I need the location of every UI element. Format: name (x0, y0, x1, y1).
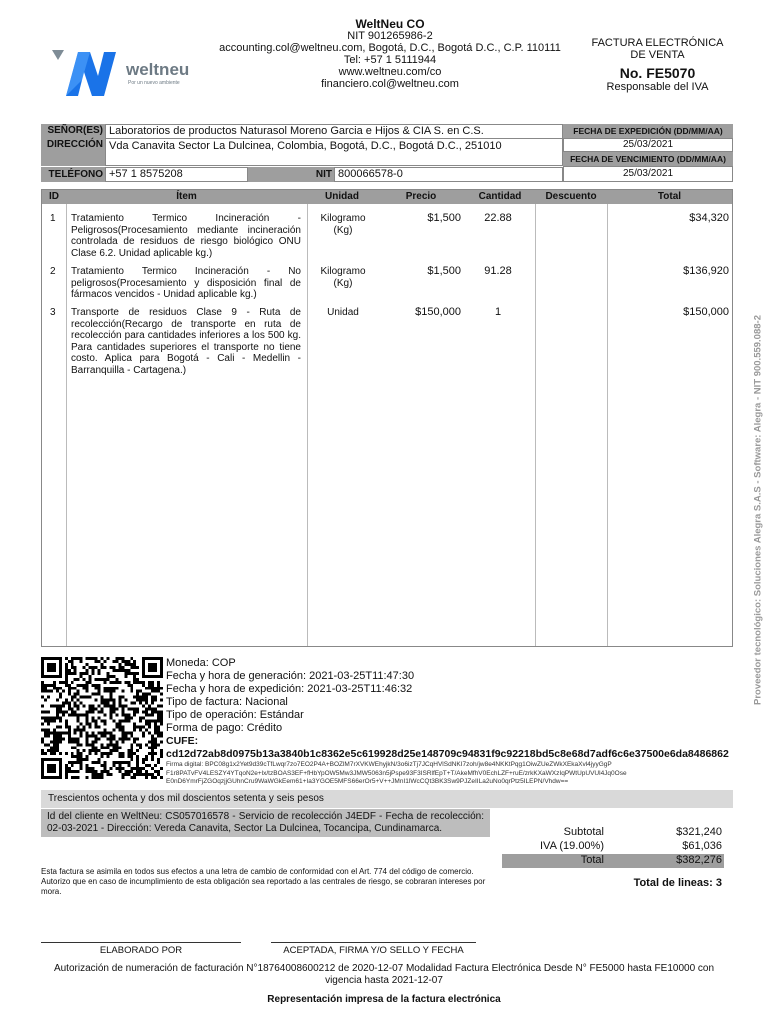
fecha-expedicion: Fecha y hora de expedición: 2021-03-25T11:46:32 (166, 683, 413, 695)
iva-label: IVA (19.00%) (540, 840, 604, 852)
tipo-operacion: Tipo de operación: Estándar (166, 709, 304, 721)
tipo-factura: Tipo de factura: Nacional (166, 696, 288, 708)
total-lines: Total de lineas: 3 (633, 877, 722, 889)
header-unit: Unidad (307, 190, 377, 204)
row-unit: Unidad (327, 307, 359, 318)
company-email: financiero.col@weltneu.com (321, 78, 459, 90)
signature-aceptada (271, 942, 476, 956)
company-tel: Tel: +57 1 5111944 (343, 54, 437, 66)
legal-text: Esta factura se asimila en todos sus efectos a una letra de cambio de conformidad con el Art. 774 del código de comercio. Autorizo que en caso de incumplimiento de esta obligación sea reportado a las centrales de riesgo, se cobraran intereses por mora. (41, 867, 486, 896)
nit-label: NIT (248, 167, 334, 182)
row-qty: 91.28 (484, 265, 512, 277)
invoice-metadata (166, 657, 746, 787)
fecha-expedicion-label: FECHA DE EXPEDICIÓN (DD/MM/AA) (563, 124, 733, 138)
signature-elaborado (41, 942, 241, 956)
table-row (42, 307, 732, 387)
qr-code (41, 657, 163, 779)
fecha-generacion: Fecha y hora de generación: 2021-03-25T11:47:30 (166, 670, 415, 682)
items-table (41, 189, 733, 647)
company-address: accounting.col@weltneu.com, Bogotá, D.C., Bogotá D.C., C.P. 110111 (219, 42, 561, 54)
telefono-label: TELÉFONO (41, 167, 105, 182)
row-id: 2 (50, 266, 56, 277)
notes: Id del cliente en WeltNeu: CS057016578 - Servicio de recolección J4EDF - Fecha de recolección: 02-03-2021 - Dirección: Vereda Canavita, Sector La Dulcinea, Tocancipa, Cundinamarca. (41, 809, 490, 837)
header-price: Precio (377, 190, 465, 204)
fecha-vencimiento-value: 25/03/2021 (563, 166, 733, 182)
company-header (190, 18, 590, 90)
row-id: 1 (50, 213, 56, 224)
subtotal-row (502, 826, 722, 840)
row-total: $150,000 (683, 306, 729, 318)
customer-phone: +57 1 8575208 (105, 167, 248, 182)
row-price: $1,500 (427, 212, 461, 224)
firma-digital-line-3: E0nD6YmrFjZGOqzjjGUhnCru9WaWGkEem61+Ia3YGOE5MFS66erOr5+V++JMnI1lWcCQt3BK3Sw9PJZeIILa2uNo0qrPtz5ILEPN/Vhdw== (166, 778, 569, 785)
total-label: Total (580, 854, 604, 866)
row-unit: Kilogramo (Kg) (320, 213, 366, 236)
company-nit: NIT 901265986-2 (347, 30, 433, 42)
aceptada-label: ACEPTADA, FIRMA Y/O SELLO Y FECHA (283, 945, 464, 956)
firma-digital-line-2: F1r8PATvFV4LESZY4YTqoN2e+lx/tzBOAS3EF+fHbYpOW5Mw3JMW5063n5jPspe93F3ISRlfEpT+T/AkeMfhV0EchLZF+ruE/zrkKXaWXzIqPWtUpUVUl4Jq0Ose (166, 769, 627, 777)
document-type: FACTURA ELECTRÓNICA DE VENTA (591, 37, 724, 61)
row-item: Tratamiento Termico Incineración - Peligrosos(Procesamiento mediante incineración controlada de residuos de riesgo biológico ONU Clase 6.2. Unidad aplicable kg.) (71, 213, 301, 259)
signature-line (41, 942, 241, 943)
authorization-text: Autorización de numeración de facturación N°18764008600212 de 2020-12-07 Modalidad Factura Electrónica Desde N° FE5000 hasta FE10000 con vigencia hasta 2021-12-07 (53, 963, 715, 986)
fecha-expedicion-value: 25/03/2021 (563, 138, 733, 152)
representation-text: Representación impresa de la factura electrónica (267, 994, 501, 1005)
qr-finder-pattern (41, 758, 62, 779)
provider-vertical-text (751, 290, 765, 730)
company-name: WeltNeu CO (355, 17, 425, 31)
company-web: www.weltneu.com/co (338, 66, 442, 78)
row-unit: Kilogramo (Kg) (320, 266, 366, 289)
logo-text: weltneu (126, 60, 190, 79)
total-value: $382,276 (676, 854, 722, 866)
moneda: Moneda: COP (166, 657, 236, 669)
subtotal-label: Subtotal (563, 826, 604, 838)
row-price: $1,500 (427, 265, 461, 277)
document-number: No. FE5070 (619, 65, 696, 81)
totals-box (502, 826, 722, 868)
total-row (502, 854, 724, 868)
row-qty: 22.88 (484, 212, 512, 224)
customer-address: Vda Canavita Sector La Dulcinea, Colombia, Bogotá, D.C., Bogotá D.C., 251010 (105, 138, 563, 166)
table-row (42, 266, 732, 306)
elaborado-label: ELABORADO POR (99, 945, 183, 956)
document-info (585, 37, 730, 93)
row-price: $150,000 (415, 306, 461, 318)
header-discount: Descuento (535, 190, 607, 204)
document-regime: Responsable del IVA (606, 81, 709, 93)
iva-value: $61,036 (682, 840, 722, 852)
header-total: Total (607, 190, 732, 204)
fecha-vencimiento-label: FECHA DE VENCIMIENTO (DD/MM/AA) (563, 152, 733, 166)
amount-in-words: Trescientos ochenta y dos mil doscientos setenta y seis pesos (41, 790, 733, 808)
header-qty: Cantidad (465, 190, 535, 204)
row-total: $136,920 (683, 265, 729, 277)
row-total: $34,320 (689, 212, 729, 224)
customer-name: Laboratorios de productos Naturasol Moreno Garcia e Hijos & CIA S. en C.S. (105, 124, 563, 139)
direccion-label: DIRECCIÓN (41, 138, 105, 166)
header-id: ID (42, 190, 66, 204)
subtotal-value: $321,240 (676, 826, 722, 838)
customer-nit: 800066578-0 (334, 167, 563, 182)
cufe: CUFE: cd12d72ab8d0975b13a3840b1c8362e5c619928d25e148709c94831f9c92218bd5c8e68d7adf6c6e37500e6da8486862 (166, 735, 729, 760)
table-row (42, 213, 732, 263)
iva-row (502, 840, 722, 854)
qr-finder-pattern (142, 657, 163, 678)
forma-pago: Forma de pago: Crédito (166, 722, 283, 734)
senor-label: SEÑOR(ES) (41, 124, 105, 138)
logo-tagline: Por un nuevo ambiente (128, 80, 180, 86)
row-item: Transporte de residuos Clase 9 - Ruta de recolección(Recargo de transporte en ruta de recolección para cantidades inferiores a los 500 kg. Para cantidades superiores el transporte no tiene costo. Aplica para Bogotá - Cali - Medellin - Barranquilla - Cartagena.) (71, 307, 301, 376)
signature-line (271, 942, 476, 943)
provider-text: Proveedor tecnológico: Soluciones Alegra S.A.S - Software: Alegra - NIT 900.559.088-2 (752, 315, 764, 705)
row-qty: 1 (494, 306, 502, 318)
firma-digital-line-1: Firma digital: BPC08g1x2Yet9d39cTfLwqr7zo7EO2P4A+BOZlM7rXVKWEhyjkN/3o6izTj7JCqHVlSdNKI7zoh/jw8e4NKKtPqg1OiwZUeZWkXEkaXvl4jyyGgP (166, 761, 612, 768)
row-item: Tratamiento Termico Incineración - No peligrosos(Procesamiento y disposición final de fármacos vencidos - Unidad aplicable kg.) (71, 266, 301, 300)
qr-finder-pattern (41, 657, 62, 678)
header-item: Ítem (66, 190, 307, 204)
qr-code-graphic (41, 657, 163, 779)
row-id: 3 (50, 307, 56, 318)
